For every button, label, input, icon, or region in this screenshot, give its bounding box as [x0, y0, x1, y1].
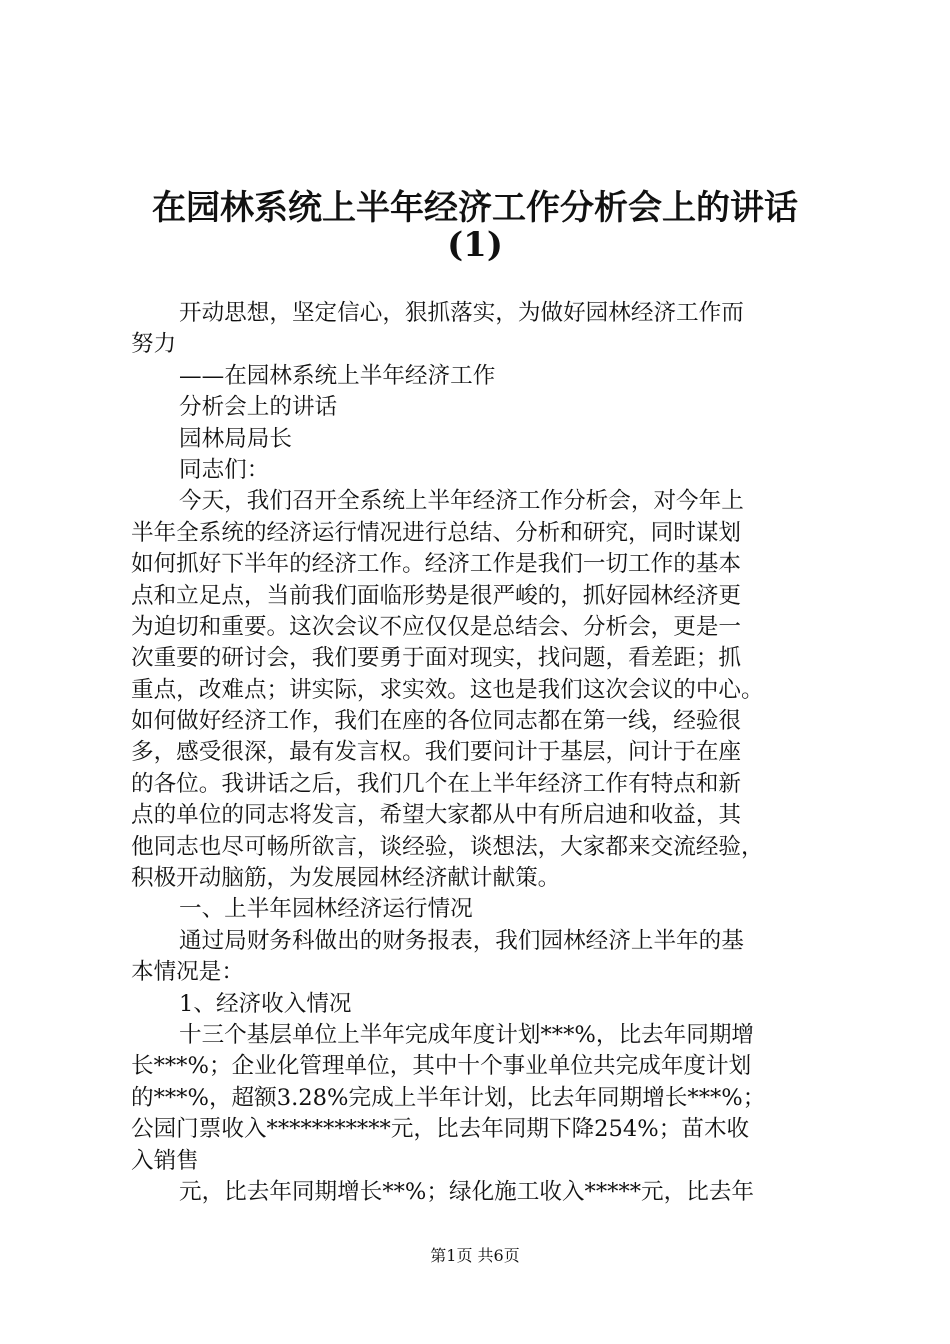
paragraph-line: 元，比去年同期增长**%；绿化施工收入*****元，比去年: [179, 1178, 755, 1205]
subtitle-line: 分析会上的讲话: [179, 394, 338, 421]
page-number-footer: 第1页 共6页: [430, 1246, 520, 1265]
paragraph-line: 如何抓好下半年的经济工作。经济工作是我们一切工作的基本: [131, 551, 742, 578]
paragraph-line: 入销售: [131, 1147, 199, 1174]
paragraph-line: 今天，我们召开全系统上半年经济工作分析会，对今年上: [179, 488, 744, 515]
speaker-line: 园林局局长: [179, 425, 292, 452]
paragraph-line: 重点，改难点；讲实际，求实效。这也是我们这次会议的中心。: [131, 676, 764, 703]
paragraph-line: 半年全系统的经济运行情况进行总结、分析和研究，同时谋划: [131, 519, 742, 546]
paragraph-line: 点的单位的同志将发言，希望大家都从中有所启迪和收益，其: [131, 802, 742, 829]
paragraph-line: 为迫切和重要。这次会议不应仅仅是总结会、分析会，更是一: [131, 613, 742, 640]
salutation-line: 同志们：: [179, 456, 270, 483]
paragraph-line: 的***%，超额3.28%完成上半年计划，比去年同期增长***%；: [131, 1084, 766, 1111]
paragraph-line: 本情况是：: [131, 959, 244, 986]
paragraph-line: 积极开动脑筋，为发展园林经济献计献策。: [131, 865, 561, 892]
document-title: 在园林系统上半年经济工作分析会上的讲话: [152, 188, 798, 228]
paragraph-line: 如何做好经济工作，我们在座的各位同志都在第一线，经验很: [131, 708, 742, 735]
section-heading: 一、上半年园林经济运行情况: [179, 896, 473, 923]
document-body: [131, 298, 851, 1208]
paragraph-line: 的各位。我讲话之后，我们几个在上半年经济工作有特点和新: [131, 770, 742, 797]
paragraph-line: 点和立足点，当前我们面临形势是很严峻的，抓好园林经济更: [131, 582, 742, 609]
paragraph-line: 通过局财务科做出的财务报表，我们园林经济上半年的基: [179, 927, 744, 954]
subtitle-line: 努力: [131, 331, 177, 358]
paragraph-line: 次重要的研讨会，我们要勇于面对现实，找问题，看差距；抓: [131, 645, 742, 672]
paragraph-line: 长***%；企业化管理单位，其中十个事业单位共完成年度计划: [131, 1053, 752, 1080]
paragraph-line: 他同志也尽可畅所欲言，谈经验，谈想法，大家都来交流经验，: [131, 833, 764, 860]
paragraph-line: 十三个基层单位上半年完成年度计划***%，比去年同期增: [179, 1021, 755, 1048]
subtitle-line: 开动思想，坚定信心，狠抓落实，为做好园林经济工作而: [179, 300, 744, 326]
paragraph-line: 多，感受很深，最有发言权。我们要问计于基层，问计于在座: [131, 739, 742, 766]
subtitle-line: ——在园林系统上半年经济工作: [179, 362, 496, 389]
document-title-suffix: (1): [447, 225, 503, 265]
subsection-heading: 1、经济收入情况: [179, 990, 352, 1017]
paragraph-line: 公园门票收入***********元，比去年同期下降254%；苗木收: [131, 1116, 750, 1143]
